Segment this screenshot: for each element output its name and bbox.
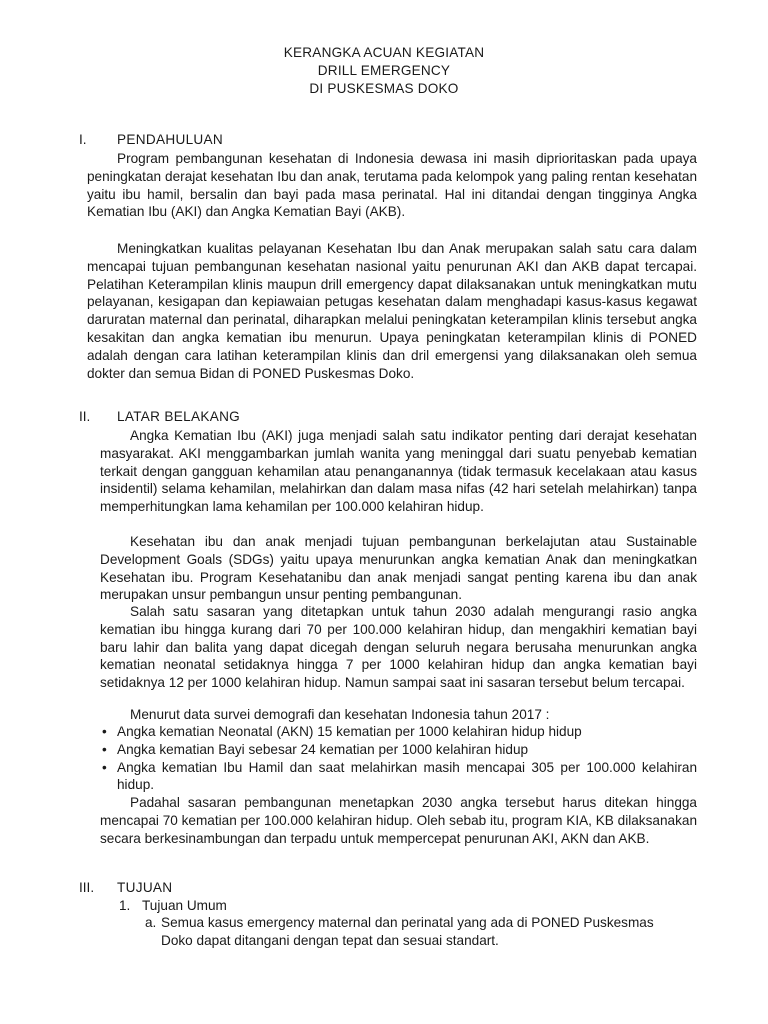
objective-subitem-a bbox=[145, 914, 661, 950]
objective-subitem-a-marker: a. bbox=[145, 915, 157, 930]
section-1-paragraph-1: Program pembangunan kesehatan di Indonesia dewasa ini masih diprioritaskan pada upaya peningkatan derajat kesehatan Ibu dan anak, terutama pada kelompok yang paling rentan kesehatan yaitu ibu hamil, bersalin dan bayi pada masa perinatal. Hal ini ditandai dengan tingginya Angka Kematian Ibu (AKI) dan Angka Kematian Bayi (AKB). bbox=[87, 151, 697, 220]
objective-item-1-text: Tujuan Umum bbox=[142, 898, 227, 913]
section-2-paragraph-1: Angka Kematian Ibu (AKI) juga menjadi salah satu indikator penting dari derajat kesehatan masyarakat. AKI menggambarkan jumlah wanita yang meninggal dari suatu penyebab kematian terkait dengan gangguan kehamilan atau penanganannya (tidak termasuk kecelakaan atau kasus insidentil) selama kehamilan, melahirkan dan dalam masa nifas (42 hari setelah melahirkan) tanpa memperhitungkan lama kehamilan per 100.000 kelahiran hidup. bbox=[100, 428, 697, 515]
statistics-list bbox=[100, 723, 697, 794]
statistics-list-item: • Angka kematian Bayi sebesar 24 kematian per 1000 kelahiran hidup bbox=[100, 741, 697, 759]
statistics-list-item: • Angka kematian Neonatal (AKN) 15 kematian per 1000 kelahiran hidup hidup bbox=[100, 723, 697, 741]
section-1-paragraph-2: Meningkatkan kualitas pelayanan Kesehatan Ibu dan Anak merupakan salah satu cara dalam mencapai tujuan pembangunan kesehatan nasional yaitu penurunan AKI dan AKB dapat tercapai. Pelatihan Keterampilan klinis maupun drill emergency dapat dilaksanakan untuk meningkatkan mutu pelayanan, kesigapan dan kepiawaian petugas kesehatan dalam menghadapi kasus-kasus kegawat daruratan maternal dan perinatal, diharapkan melalui peningkatan keterampilan klinis tersebut angka kesakitan dan angka kematian ibu menurun. Upaya peningkatan keterampilan klinis di PONED adalah dengan cara latihan keterampilan klinis dan dril emergensi yang dilaksanakan oleh semua dokter dan semua Bidan di PONED Puskesmas Doko. bbox=[87, 241, 697, 381]
section-2-title: LATAR BELAKANG bbox=[117, 409, 241, 424]
objective-item-1 bbox=[119, 897, 227, 915]
title-line-3: DI PUSKESMAS DOKO bbox=[309, 80, 459, 96]
objective-subitem-a-text: Semua kasus emergency maternal dan perinatal yang ada di PONED Puskesmas Doko dapat ditangani dengan tepat dan sesuai standart. bbox=[161, 915, 654, 948]
statistics-list-item: • Angka kematian Ibu Hamil dan saat melahirkan masih mencapai 305 per 100.000 kelahiran hidup. bbox=[100, 759, 697, 795]
section-3-number: III. bbox=[79, 880, 95, 895]
section-2-number: II. bbox=[79, 409, 91, 424]
title-line-1: KERANGKA ACUAN KEGIATAN bbox=[283, 45, 485, 60]
section-1-title: PENDAHULUAN bbox=[117, 132, 224, 147]
title-line-2: DRILL EMERGENCY bbox=[317, 62, 451, 78]
section-2-paragraph-4: Menurut data survei demografi dan kesehatan Indonesia tahun 2017 : bbox=[130, 707, 550, 722]
section-1-number: I. bbox=[79, 132, 87, 147]
document-title bbox=[0, 44, 768, 97]
section-2-paragraph-2: Kesehatan ibu dan anak menjadi tujuan pembangunan berkelajutan atau Sustainable Development Goals (SDGs) yaitu upaya menurunkan angka kematian Anak dan meningkatkan Kesehatan ibu. Program Kesehatanibu dan anak menjadi sangat penting karena ibu dan anak merupakan unsur pembangun unsur penting pembangunan. bbox=[100, 534, 697, 603]
section-2-closing-paragraph: Padahal sasaran pembangunan menetapkan 2030 angka tersebut harus ditekan hingga mencapai 70 kematian per 100.000 kelahiran hidup. Oleh sebab itu, program KIA, KB dilaksanakan secara berkesinambungan dan terpadu untuk mempercepat penurunan AKI, AKN dan AKB. bbox=[100, 795, 697, 846]
section-3-title: TUJUAN bbox=[117, 880, 173, 895]
section-2-paragraph-3: Salah satu sasaran yang ditetapkan untuk tahun 2030 adalah mengurangi rasio angka kematian ibu hingga kurang dari 70 per 100.000 kelahiran hidup, dan mengakhiri kematian bayi baru lahir dan balita yang dapat dicegah dengan seluruh negara berusaha menurunkan angka kematian neonatal setidaknya hingga 7 per 1000 kelahiran hidup dan angka kematian bayi setidaknya 12 per 1000 kelahiran hidup. Namun sampai saat ini sasaran tersebut belum tercapai. bbox=[100, 604, 697, 691]
objective-item-1-marker: 1. bbox=[119, 898, 131, 913]
